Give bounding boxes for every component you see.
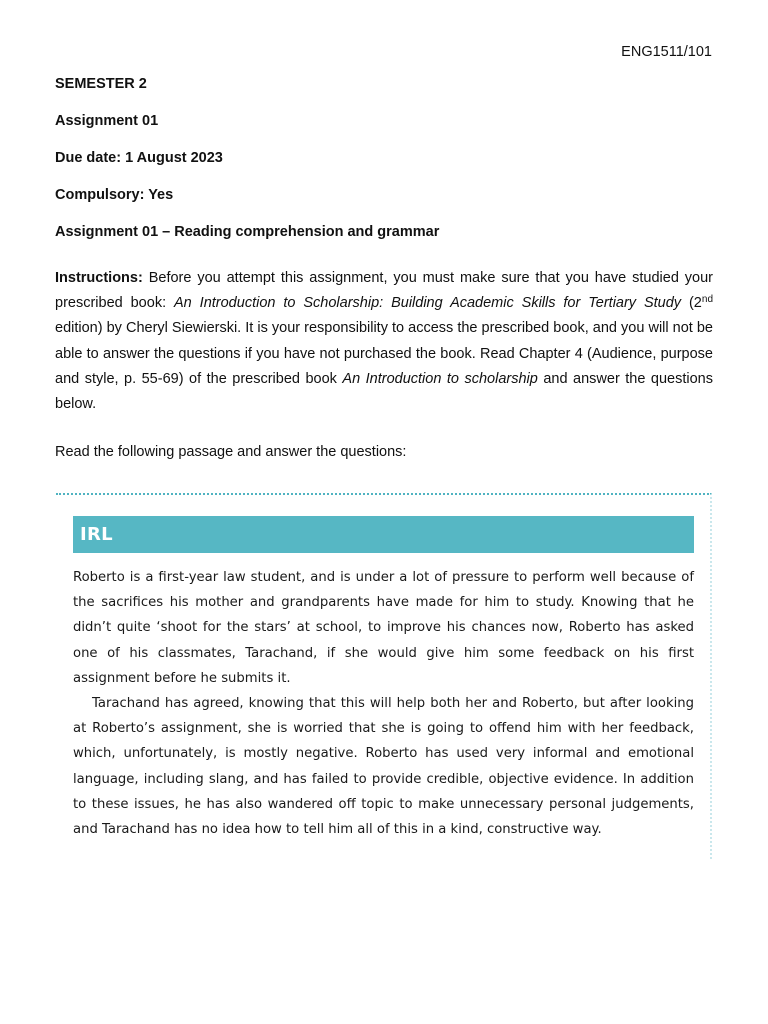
passage-text xyxy=(73,565,694,842)
prescribed-book-short-title: An Introduction to scholarship xyxy=(342,370,538,387)
instructions-text-1: Before you attempt this assignment, you must make sure that you have studied your prescribed book: xyxy=(55,270,713,312)
instructions-paragraph xyxy=(55,266,713,417)
instructions-text-2a: (2 xyxy=(681,295,702,312)
passage-heading: IRL xyxy=(80,524,113,545)
assignment-title: Assignment 01 – Reading comprehension and grammar xyxy=(55,224,440,240)
due-date: Due date: 1 August 2023 xyxy=(55,150,223,166)
instructions-text-3: and answer the questions below. xyxy=(55,370,713,413)
prescribed-book-title: An Introduction to Scholarship: Building Academic Skills for Tertiary Study xyxy=(174,295,682,312)
assignment-label: Assignment 01 xyxy=(55,113,159,129)
passage-paragraph-2: Tarachand has agreed, knowing that this will help both her and Roberto, but after looking at Roberto’s assignment, she is worried that she is going to offend him with her feedback, which, unfortunately, is mostly negative. Roberto has used very informal and emotional language, including slang, and has failed to provide credible, objective evidence. In addition to these issues, he has also wandered off topic to make unnecessary personal judgements, and Tarachand has no idea how to tell him all of this in a kind, constructive way. xyxy=(73,696,694,838)
passage-paragraph-1: Roberto is a first-year law student, and is under a lot of pressure to perform well because of the sacrifices his mother and grandparents have made for him to study. Knowing that he didn’t quite ‘shoot for the stars’ at school, to improve his chances now, Roberto has asked one of his classmates, Tarachand, if she would give him some feedback on his first assignment before he submits it. xyxy=(73,570,694,686)
passage-heading-banner xyxy=(73,516,694,553)
edition-ordinal: nd xyxy=(701,294,714,306)
instructions-text-2b: edition) by Cheryl Siewierski. It is your responsibility to access the prescribed book, and you will not be able to answer the questions if you have not purchased the book. Read Chapter 4 (Audience, purpose and style, p. 55-69) of the prescribed book xyxy=(55,320,713,387)
semester-label: SEMESTER 2 xyxy=(55,76,147,92)
compulsory-status: Compulsory: Yes xyxy=(55,187,174,203)
reading-prompt: Read the following passage and answer the questions: xyxy=(55,444,407,460)
instructions-label: Instructions: xyxy=(55,270,143,286)
course-code: ENG1511/101 xyxy=(621,44,712,60)
